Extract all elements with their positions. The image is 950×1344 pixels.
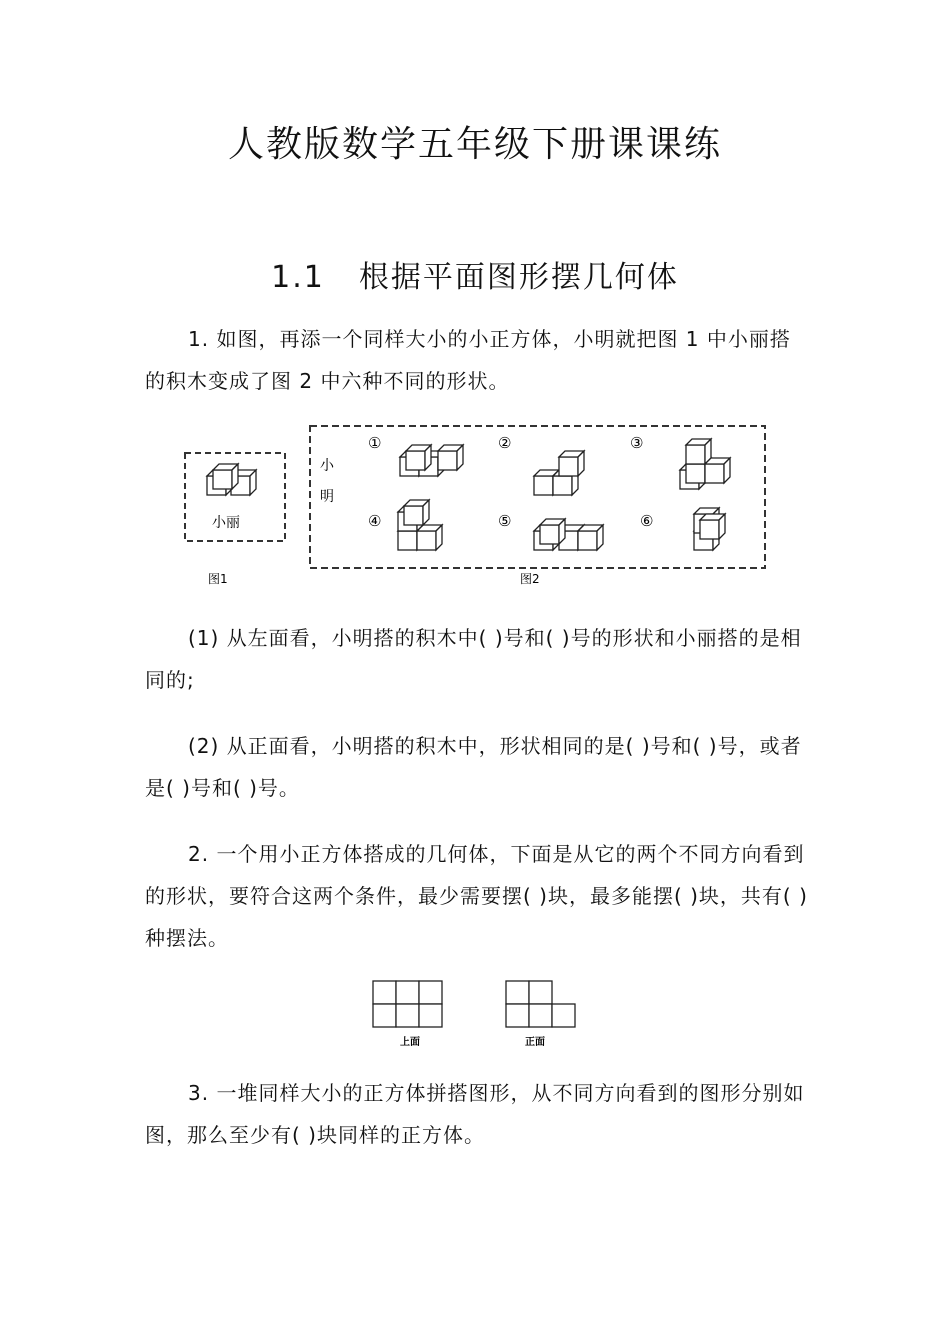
question-2-figure: [370, 978, 585, 1050]
top-view-label: 上面: [400, 1037, 420, 1048]
question-1-part-2: [145, 725, 810, 809]
shape-5: [534, 519, 603, 550]
document-title: 人教版数学五年级下册课课练: [227, 124, 722, 165]
xiaoming-label-2: 明: [320, 489, 334, 505]
xiaoli-blocks: [207, 464, 256, 495]
question-1-part-1-text: (1) 从左面看，小明搭的积木中( )号和( )号的形状和小丽搭的是相同的;: [145, 626, 802, 692]
question-1-part-1: [145, 617, 810, 701]
question-2-text: 2. 一个用小正方体搭成的几何体，下面是从它的两个不同方向看到的形状，要符合这两个条件，最少需要摆( )块，最多能摆( )块，共有( )种摆法。: [145, 842, 808, 950]
section-heading: [0, 252, 950, 296]
xiaoli-label: 小丽: [212, 515, 240, 531]
shape-1: [400, 445, 463, 476]
front-view-grid: [506, 981, 575, 1027]
marker-1: ①: [368, 434, 382, 452]
top-view-grid: [373, 981, 442, 1027]
question-3-text: 3. 一堆同样大小的正方体拼搭图形，从不同方向看到的图形分别如图，那么至少有( )块同样的正方体。: [145, 1081, 805, 1147]
shape-3: [680, 439, 730, 489]
shape-6: [694, 508, 725, 550]
marker-3: ③: [630, 434, 644, 452]
question-1-text: 1. 如图，再添一个同样大小的小正方体，小明就把图 1 中小丽搭的积木变成了图 2 中六种不同的形状。: [145, 327, 791, 393]
figure-2-caption: 图2: [520, 572, 540, 586]
xiaoming-label-1: 小: [320, 458, 334, 474]
section-number: 1.1: [271, 260, 325, 295]
question-3: [145, 1072, 810, 1156]
marker-6: ⑥: [640, 512, 654, 530]
question-1-part-2-text: (2) 从正面看，小明搭的积木中，形状相同的是( )号和( )号，或者是( )号和( )号。: [145, 734, 802, 800]
question-1-figure: [180, 420, 780, 595]
front-view-label: 正面: [525, 1037, 545, 1048]
section-title: 根据平面图形摆几何体: [358, 260, 679, 295]
figure-1-caption: 图1: [208, 572, 228, 586]
marker-5: ⑤: [498, 512, 512, 530]
marker-2: ②: [498, 434, 512, 452]
question-1: [145, 318, 810, 402]
marker-4: ④: [368, 512, 382, 530]
shape-2: [534, 451, 584, 495]
question-2: [145, 833, 810, 959]
shape-4: [398, 500, 442, 550]
